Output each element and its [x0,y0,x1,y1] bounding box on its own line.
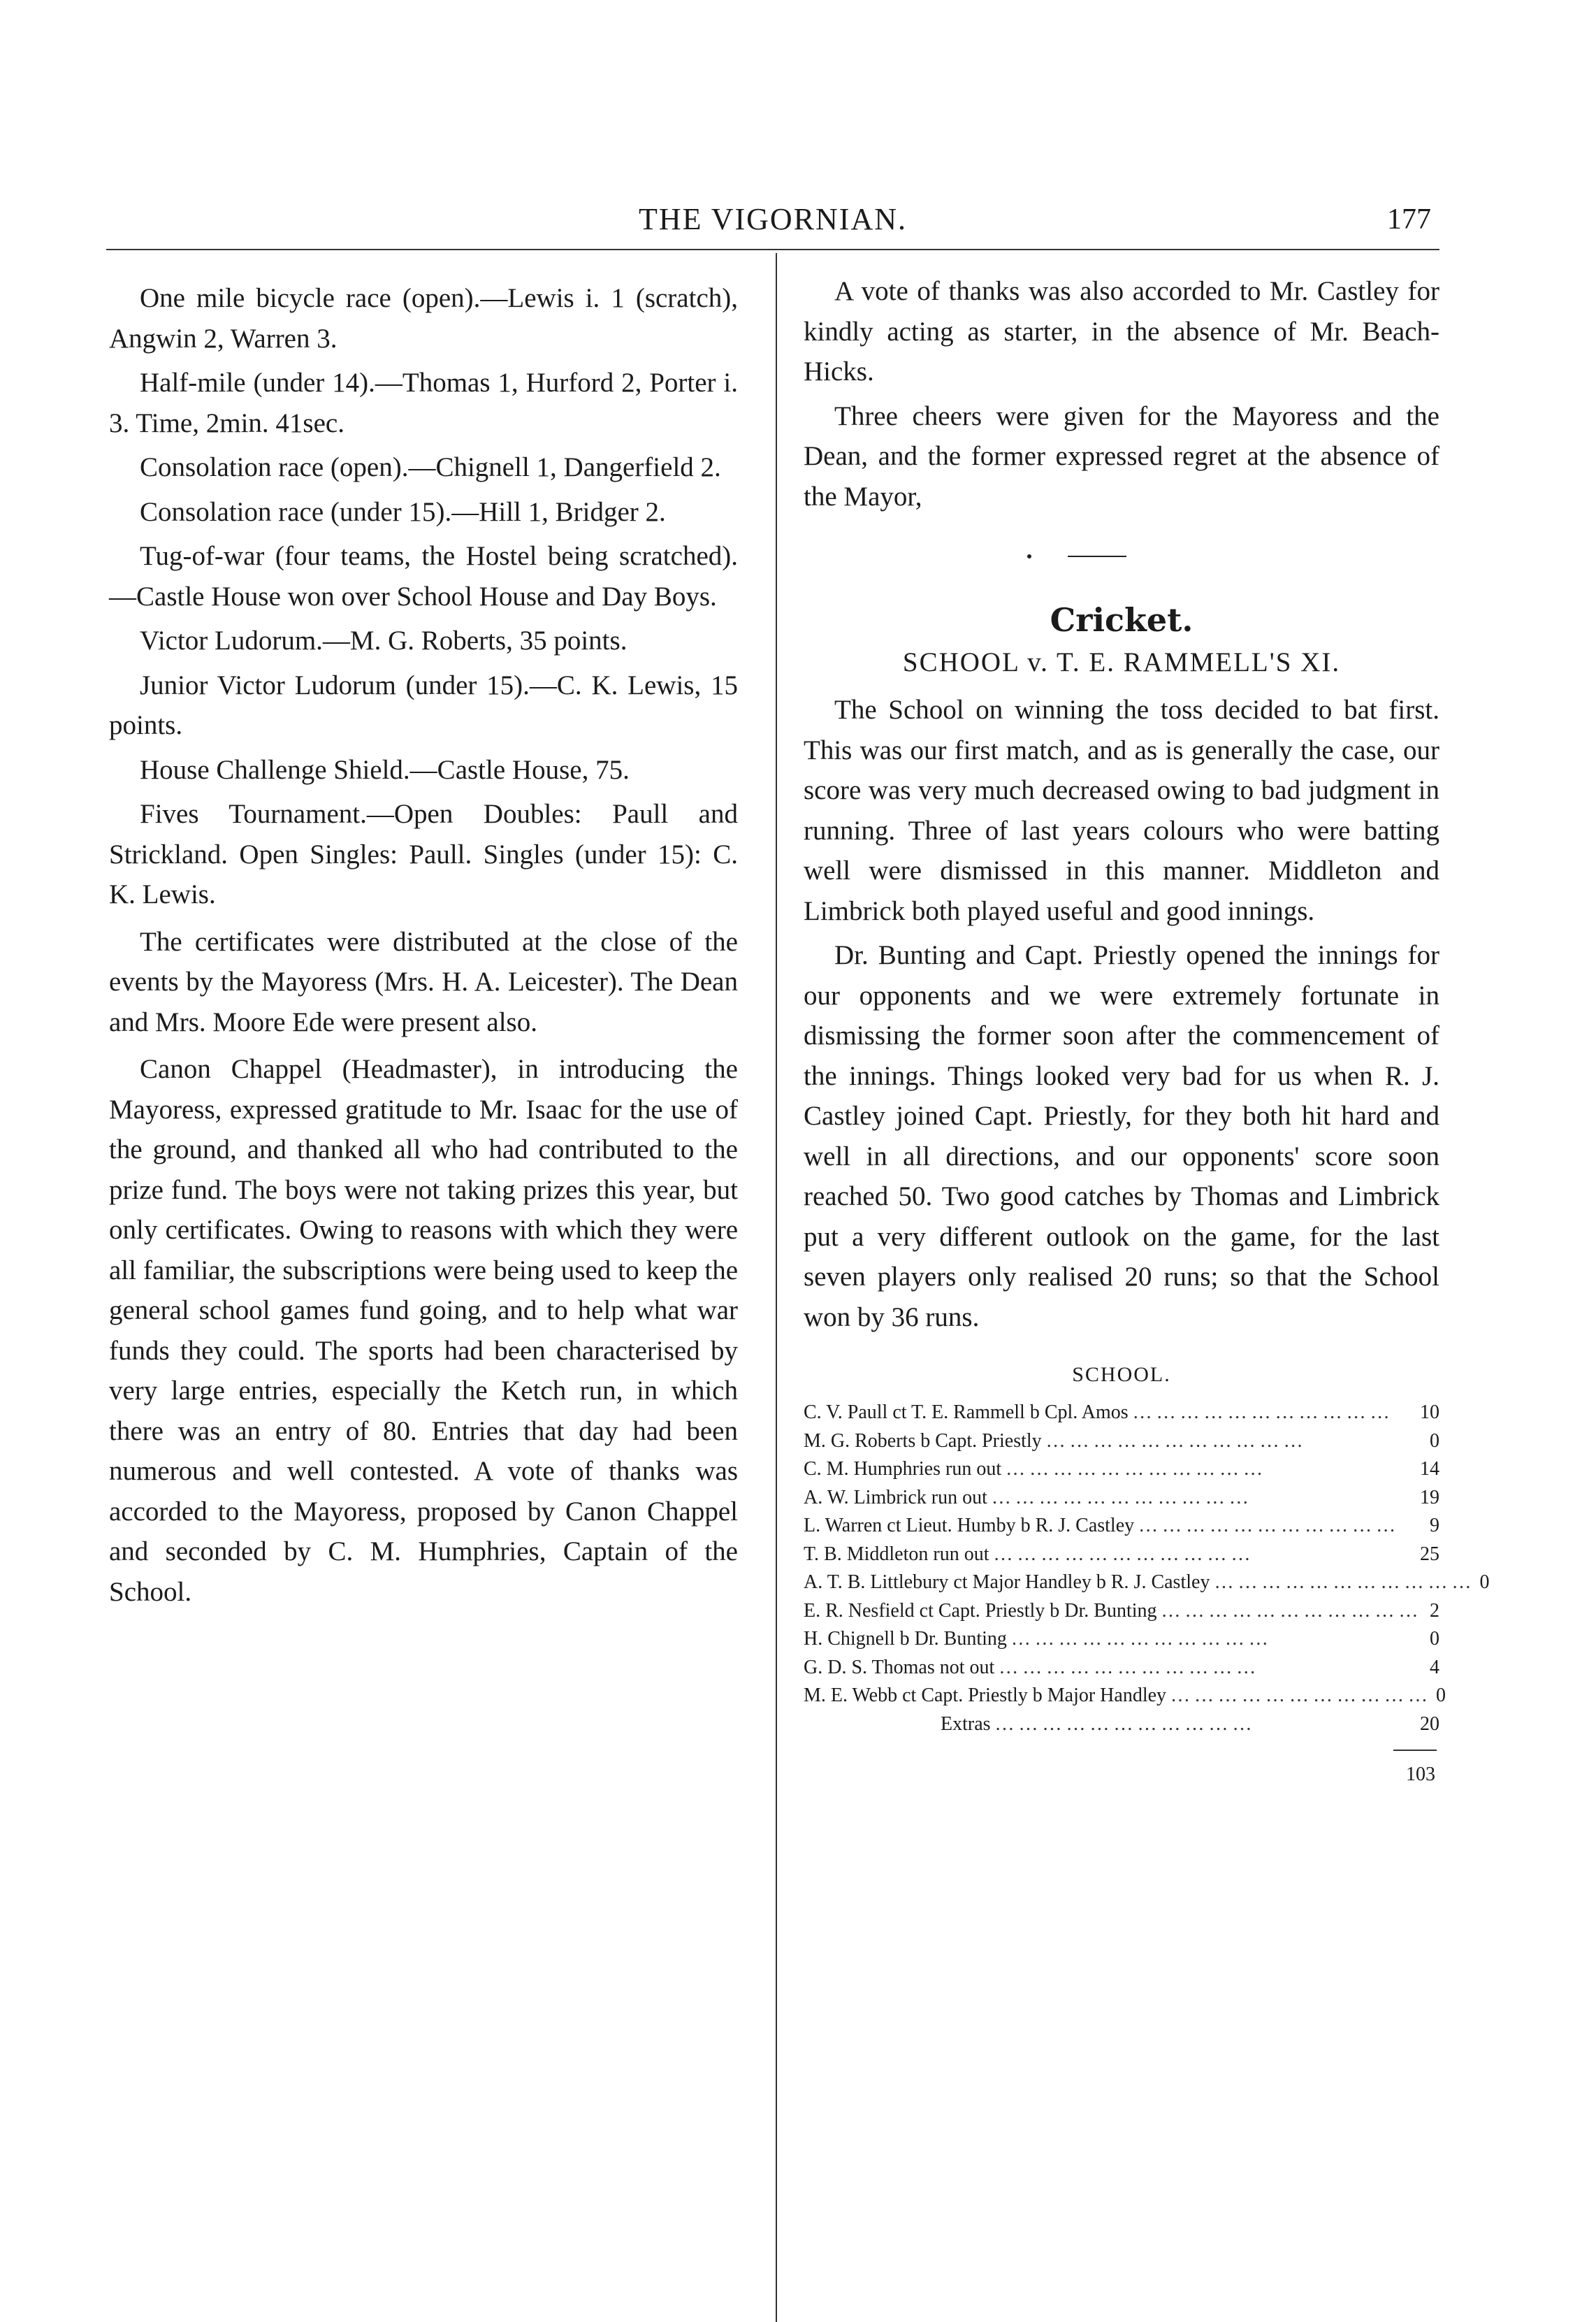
left-column [109,278,738,1616]
body-paragraph: A vote of thanks was also accorded to Mr. Castley for kindly acting as starter, in the absence of Mr. Beach-Hicks. [804,276,1439,387]
separator-dash [1068,556,1126,557]
batsman-entry: C. M. Humphries run out [804,1458,1002,1480]
body-paragraph: Three cheers were given for the Mayoress and the Dean, and the former expressed regret at the absence of the Mayor, [804,401,1439,512]
body-paragraph: Canon Chappel (Headmaster), in introducing the Mayoress, expressed gratitude to Mr. Isaac for the use of the ground, and thanked all who had contributed to the prize fund. The boys were not taking prizes this year, but only certificates. Owing to reasons with which they were all familiar, the subscriptions were being used to keep the general school games fund going, and to help what war funds they could. The sports had been characterised by very large entries, especially the Ketch run, in which there was an entry of 80. Entries that day had been numerous and well contested. A vote of thanks was accorded to the Mayoress, proposed by Canon Chappel and seconded by C. M. Humphries, Captain of the School. [109,1054,738,1607]
batsman-entry: E. R. Nesfield ct Capt. Priestly b Dr. Bunting [804,1599,1157,1622]
batsman-entry: A. T. B. Littlebury ct Major Handley b R. J. Castley [804,1571,1210,1593]
sports-result-paragraph: Victor Ludorum.—M. G. Roberts, 35 points. [140,626,627,656]
body-paragraph: The certificates were distributed at the close of the events by the Mayoress (Mrs. H. A. Leicester). The Dean and Mrs. Moore Ede were present also. [109,926,738,1037]
batsman-entry: M. G. Roberts b Capt. Priestly [804,1429,1042,1452]
batsman-entry: A. W. Limbrick run out [804,1486,987,1508]
sports-result-paragraph: House Challenge Shield.—Castle House, 75. [140,754,630,785]
innings-total: 103 [1406,1764,1435,1785]
scorecard-row: G. D. S. Thomas not out …………………………… 4 [804,1654,1439,1682]
sports-result-paragraph: Consolation race (open).—Chignell 1, Dangerfield 2. [140,452,721,482]
batsman-entry: C. V. Paull ct T. E. Rammell b Cpl. Amos [804,1401,1129,1423]
scorecard-row: H. Chignell b Dr. Bunting …………………………… 0 [804,1625,1439,1654]
runs-value: 14 [1420,1458,1439,1480]
sports-result-paragraph: Junior Victor Ludorum (under 15).—C. K. Lewis, 15 points. [109,670,738,740]
runs-value: 0 [1430,1628,1439,1650]
extras-label: Extras [941,1712,991,1735]
running-header [106,201,1439,243]
scorecard-row: E. R. Nesfield ct Capt. Priestly b Dr. Bunting …………………………… 2 [804,1597,1439,1626]
match-report-paragraph: The School on winning the toss decided to bat first. This was our first match, and as is generally the case, our score was very much decreased owing to bad judgment in running. Three of last years colours who were batting well were dismissed in this manner. Middleton and Limbrick both played useful and good innings. [804,695,1439,926]
page-number: 177 [1387,203,1431,236]
batsman-entry: T. B. Middleton run out [804,1543,989,1565]
sports-result-paragraph: Fives Tournament.—Open Doubles: Paull and Strickland. Open Singles: Paull. Singles (under 15): C. K. Lewis. [109,799,738,909]
sports-result-paragraph: Tug-of-war (four teams, the Hostel being scratched).—Castle House won over School House and Day Boys. [109,541,738,612]
journal-title: THE VIGORNIAN. [638,202,908,236]
scorecard-extras-row: Extras …………………………… 20 [804,1710,1439,1739]
scorecard-row: C. M. Humphries run out …………………………… 14 [804,1455,1439,1484]
runs-value: 10 [1420,1401,1439,1423]
runs-value: 0 [1430,1429,1439,1452]
section-title: Cricket. [1050,601,1194,639]
sports-result-paragraph: One mile bicycle race (open).—Lewis i. 1 (scratch), Angwin 2, Warren 3. [109,283,738,354]
match-report-paragraph: Dr. Bunting and Capt. Priestly opened the innings for our opponents and we were extremely fortunate in dismissing the former soon after the commencement of the innings. Things looked very bad for us when R. J. Castley joined Capt. Priestly, for they both hit hard and well in all directions, and our opponents' score soon reached 50. Two good catches by Thomas and Limbrick put a very different outlook on the game, for the last seven players only realised 20 runs; so that the School won by 36 runs. [804,940,1439,1332]
batsman-entry: M. E. Webb ct Capt. Priestly b Major Handley [804,1685,1167,1706]
runs-value: 9 [1430,1515,1439,1536]
separator-dot [1027,554,1031,558]
batsman-entry: H. Chignell b Dr. Bunting [804,1628,1007,1650]
sports-result-paragraph: Half-mile (under 14).—Thomas 1, Hurford 2, Porter i. 3. Time, 2min. 41sec. [109,368,738,438]
scorecard-row: A. T. B. Littlebury ct Major Handley b R. J. Castley …………………………… 0 [804,1569,1439,1597]
sports-result-paragraph: Consolation race (under 15).—Hill 1, Bridger 2. [140,496,666,527]
scorecard [804,1361,1490,1789]
scorecard-row: C. V. Paull ct T. E. Rammell b Cpl. Amos …………………………… 10 [804,1399,1439,1427]
runs-value: 4 [1430,1656,1439,1678]
right-column [804,271,1490,1789]
scorecard-row: A. W. Limbrick run out …………………………… 19 [804,1484,1439,1513]
total-rule [1393,1750,1437,1751]
column-divider [776,253,777,2322]
extras-value: 20 [1420,1712,1439,1735]
batsman-entry: L. Warren ct Lieut. Humby b R. J. Castley [804,1515,1135,1536]
scorecard-row: M. G. Roberts b Capt. Priestly …………………………… 0 [804,1427,1439,1456]
scorecard-heading: SCHOOL. [1072,1363,1171,1386]
batsman-entry: G. D. S. Thomas not out [804,1656,995,1678]
header-rule [106,249,1439,250]
runs-value: 19 [1420,1486,1439,1508]
runs-value: 2 [1430,1599,1439,1622]
scorecard-row: L. Warren ct Lieut. Humby b R. J. Castley …………………………… 9 [804,1512,1439,1541]
runs-value: 0 [1436,1685,1446,1706]
runs-value: 0 [1479,1571,1490,1593]
section-separator [804,536,1439,578]
scorecard-row: T. B. Middleton run out …………………………… 25 [804,1541,1439,1569]
scorecard-row: M. E. Webb ct Capt. Priestly b Major Handley …………………………… 0 [804,1682,1439,1710]
match-title: SCHOOL v. T. E. RAMMELL'S XI. [902,647,1341,677]
runs-value: 25 [1420,1543,1439,1565]
